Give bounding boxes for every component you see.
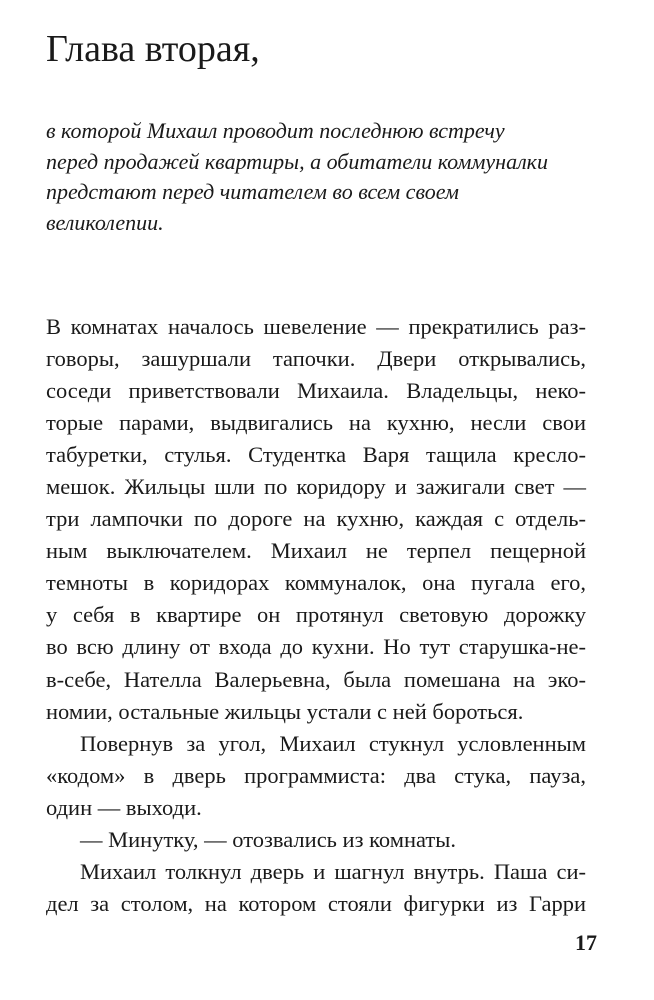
epigraph-line: в которой Михаил проводит последнюю встречу bbox=[46, 118, 505, 143]
body-line: три лампочки по дороге на кухню, каждая с отдель- bbox=[46, 506, 586, 532]
chapter-title: Глава вторая, bbox=[46, 28, 260, 70]
body-line: В комнатах началось шевеление — прекратились раз- bbox=[46, 314, 586, 339]
body-line: «кодом» в дверь программиста: два стука, пауза, bbox=[46, 762, 586, 788]
body-line: один — выходи. bbox=[46, 794, 202, 820]
epigraph-line: великолепии. bbox=[46, 209, 164, 235]
body-line: дел за столом, на котором стояли фигурки из Гарри bbox=[46, 890, 586, 916]
body-line: — Минутку, — отозвались из комнаты. bbox=[80, 826, 456, 852]
body-line: во всю длину от входа до кухни. Но тут старушка-не- bbox=[46, 634, 586, 660]
body-line: в-себе, Нателла Валерьевна, была помешана на эко- bbox=[46, 666, 586, 692]
body-line: табуретки, стулья. Студентка Варя тащила кресло- bbox=[46, 442, 586, 468]
body-line: говоры, зашуршали тапочки. Двери открывались, bbox=[46, 346, 586, 372]
body-line: номии, остальные жильцы устали с ней бороться. bbox=[46, 698, 524, 724]
body-line: Михаил толкнул дверь и шагнул внутрь. Паша си- bbox=[80, 858, 586, 884]
epigraph-line: предстают перед читателем во всем своем bbox=[46, 179, 459, 204]
chapter-epigraph bbox=[46, 116, 586, 238]
body-line: мешок. Жильцы шли по коридору и зажигали свет — bbox=[46, 474, 586, 500]
body-line: торые парами, выдвигались на кухню, несли свои bbox=[46, 410, 586, 436]
body-line: соседи приветствовали Михаила. Владельцы, неко- bbox=[46, 378, 586, 404]
body-text bbox=[46, 311, 586, 920]
page-number: 17 bbox=[575, 930, 597, 955]
body-line: ным выключателем. Михаил не терпел пещерной bbox=[46, 538, 586, 564]
body-line: у себя в квартире он протянул световую дорожку bbox=[46, 602, 586, 628]
body-line: Повернув за угол, Михаил стукнул условленным bbox=[80, 730, 586, 756]
body-line: темноты в коридорах коммуналок, она пугала его, bbox=[46, 570, 586, 596]
epigraph-line: перед продажей квартиры, а обитатели коммуналки bbox=[46, 148, 548, 174]
